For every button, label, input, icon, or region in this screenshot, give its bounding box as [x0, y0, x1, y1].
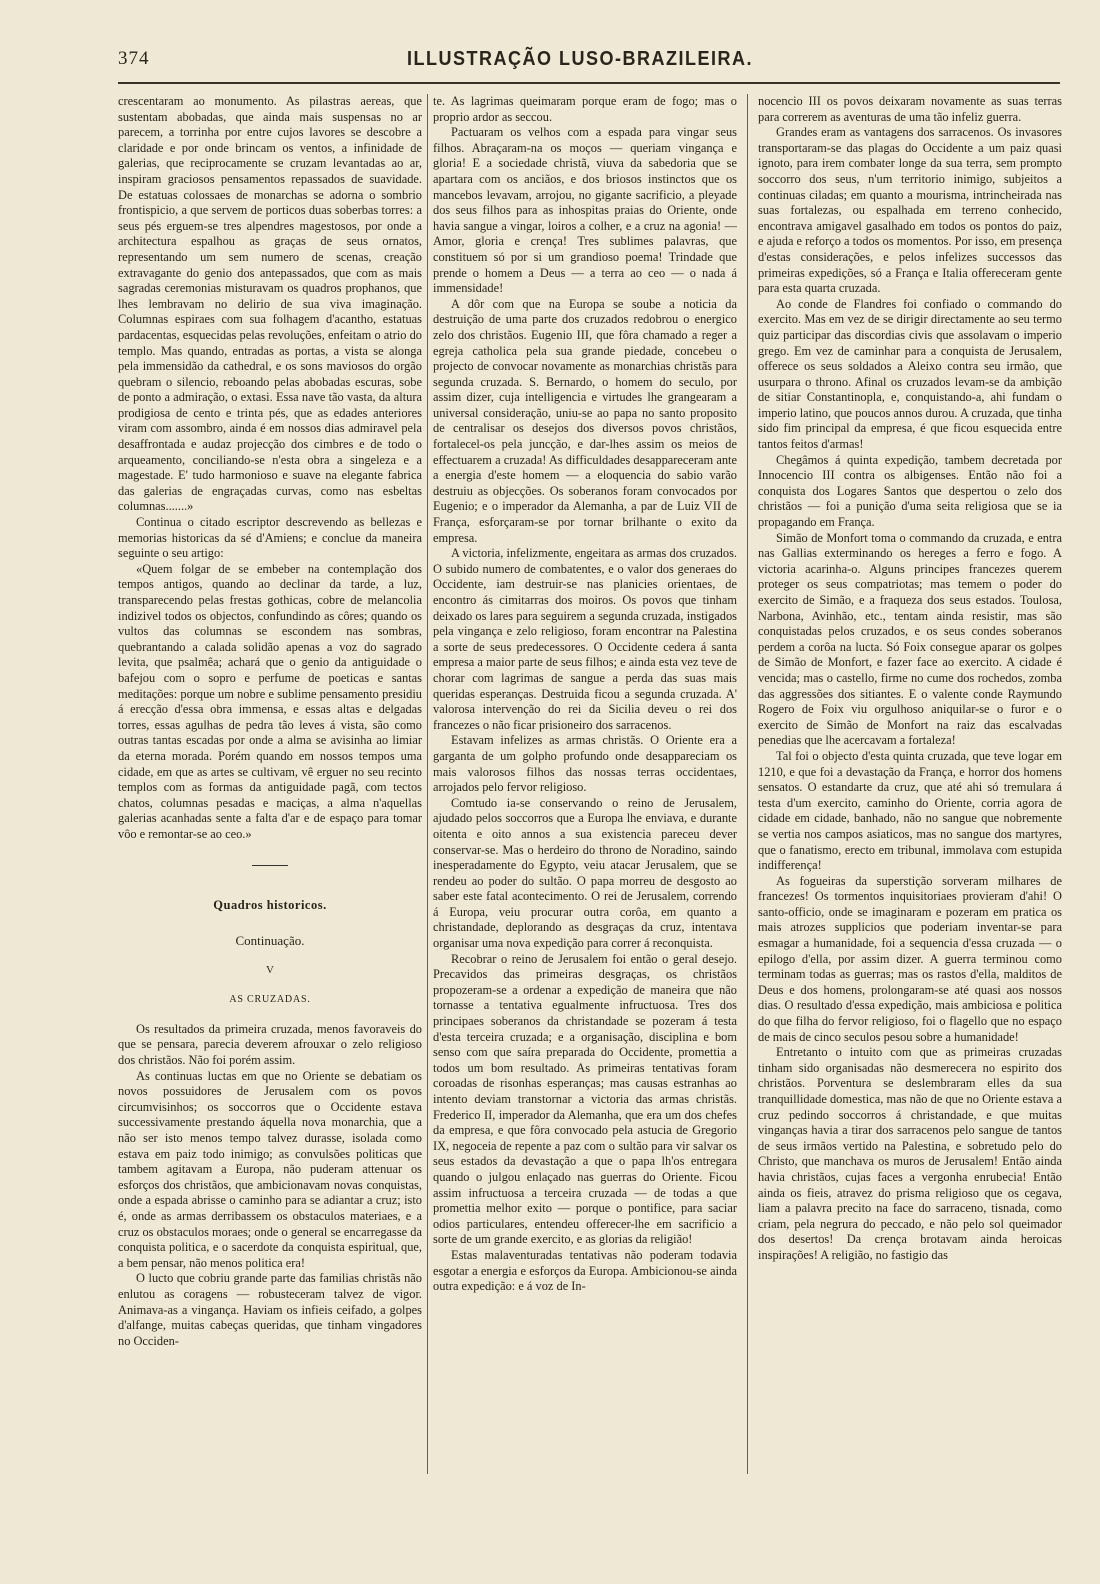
running-title: ILLUSTRAÇÃO LUSO-BRAZILEIRA. [407, 46, 753, 70]
section-number: V [266, 963, 274, 976]
paragraph: «Quem folgar de se embeber na contemplação dos tempos antigos, quando ao declinar da tarde, a luz, transparecendo pelas frestas gothicas, cobre de melancolia indizivel todos os objectos, confundindo as côres; quando os vultos das columnas se escondem nas sombras, quebrantando a calada solidão apenas a voz do sagrado levita, que psalmêa; achará que o genio da antiguidade o bafejou com o sopro e perfume de poeticas e santas meditações: porque um nobre e sublime pensamento presidiu á erecção d'essa obra immensa, e essas altas e delgadas torres, essas agulhas de pedra tão leves á vista, são como outras tantas escadas por onde a alma se avisinha ao limiar da eterna morada. Porém quando em nossos tempos uma cidade, em que as artes se cultivam, vê erguer no seu recinto templos com as formas da antiguidade pagã, com tectos chatos, columnas pesadas e maciças, a alma n'aquellas galerias acanhadas sente a falta d'ar e de espaço para tomar vôo e remontar-se ao ceo.» [118, 561, 422, 841]
paragraph: Tal foi o objecto d'esta quinta cruzada, que teve logar em 1210, e que foi a devastação da França, e horror dos homens sensatos. O estandarte da cruz, que até ahi só tremulara á testa d'um exercito, caminho do Oriente, corria agora de cidade em cidade, banhado, não no sangue que nobremente se vertia nos campos asiaticos, mas no sangue dos martyres, que o fanatismo, erecto em tribunal, immolava com estupida indifferença! [758, 748, 1062, 873]
paragraph: Chegâmos á quinta expedição, tambem decretada por Innocencio III contra os albigenses. Então não foi a conquista dos Logares Santos que despertou o zelo dos christãos — foi a punição d'uma seita religiosa que se ia propagando em França. [758, 452, 1062, 530]
text-column-left [118, 94, 422, 1494]
page-number: 374 [118, 48, 150, 69]
header-rule [118, 82, 1060, 84]
paragraph: Simão de Monfort toma o commando da cruzada, e entra nas Gallias exterminando os hereges a ferro e fogo. A victoria acarinha-o. Alguns principes francezes querem proteger os seus compatriotas; mas temem o poder do exercito de Simão, e a fraqueza dos seus estados. Toulosa, Narbona, Avinhão, etc., tentam ainda resistir, mas são conquistadas pelos cruzados, e os seus condes soberanos perdem a corôa na lucta. Só Foix consegue aparar os golpes de Simão de Monfort, e fazer face ao exercito. A cidade é vencida; mas o castello, firme no cume dos rochedos, zomba das aggressões dos sitiantes. E o valente conde Raymundo Rogero de Foix viu orgulhoso aniquilar-se o furor e o exercito de Simão de Monfort na raiz das escalvadas penedias que lhe acercavam a fortaleza! [758, 530, 1062, 748]
paragraph: Pactuaram os velhos com a espada para vingar seus filhos. Abraçaram-na os moços — queriam vingança e gloria! E a sociedade christã, viuva da sabedoria que se apartara com os anciãos, e dos briosos instinctos que os mancebos levavam, arrojou, no gigante sacrificio, a pleyade dos seus filhos para as inhospitas praias do Oriente, onde havia sangue a vingar, loiros a colher, e a cruz na agonia! — Amor, gloria e crença! Tres sublimes palavras, que constituem só por si um grandioso poema! Trindade que prende o homem a Deus — a terra ao ceo — o nada á immensidade! [433, 125, 737, 296]
section-separator [252, 865, 288, 866]
text-column-middle [433, 94, 737, 1494]
paragraph: crescentaram ao monumento. As pilastras aereas, que sustentam abobadas, que ainda mais suspensas no ar parecem, a torrinha por entre cujos lavores se descobre a claridade e por onde brincam os ventos, a infinidade de galerias, que reciprocamente se cruzam levantadas ao ar, inspiram graciosos pensamentos repassados de suavidade. De estatuas colossaes de monarchas se adorna o sombrio frontispicio, a que servem de porticos duas soberbas torres: a seus pés erguem-se tres alpendres magestosos, por onde a architectura espalhou as graças de seus ornatos, representando um sem numero de scenas, creação extravagante do genio dos antepassados, que com as mais sagradas ceremonias misturavam os quadros prophanos, que lhes lembravam no delirio de sua viva imaginação. Columnas espiraes com sua folhagem d'acantho, estatuas pardacentas, esquecidas pelas revoluções, enfeitam o atrio do templo. Mas quando, entradas as portas, a vista se alonga pela immensidão da cathedral, e os sons maviosos do orgão quebram o silencio, reboando pelas abobadas escuras, sobe de ponto a admiração, o extasi. Essa nave tão vasta, da altura prodigiosa de cento e trinta pés, que as edades anteriores viram com assombro, ainda é em nossos dias admiravel pela desaffrontada e audaz projecção dos cimbres e de todo o arqueamento, conciliando-se n'esta obra a singeleza e a magestade. E' tudo harmonioso e suave na elegante fabrica das galerias de engraçadas curvas, como nas esbeltas columnas.......» [118, 94, 422, 514]
paragraph: As continuas luctas em que no Oriente se debatiam os novos possuidores de Jerusalem com os povos circumvisinhos; os soccorros que o Occidente estava successivamente prestando áquella nova monarchia, que a não ser isto menos tempo talvez durasse, isolada como estava em paiz todo inimigo; as convulsões politicas que tambem agitavam a Europa, não puderam attenuar os esforços dos christãos, que ambicionavam novas conquistas, onde a espada abrisse o caminho para se adiantar a cruz; isto é, onde as armas derribassem os obstaculos materiaes, e a cruz os obstaculos moraes; onde o general se encarregasse da conquista politica, e o sacerdote da conquista espiritual, que, a bem pensar, não menos politica era! [118, 1068, 422, 1270]
column-divider [747, 94, 748, 1474]
paragraph: Estavam infelizes as armas christãs. O Oriente era a garganta de um golpho profundo onde desappareciam os mais valorosos filhos das nossas terras occidentaes, arrojados pelo fervor religioso. [433, 733, 737, 795]
page-header [100, 48, 1060, 72]
section-title: Quadros historicos. [213, 897, 327, 912]
paragraph: A dôr com que na Europa se soube a noticia da destruição de uma parte dos cruzados redobrou o energico zelo dos christãos. Eugenio III, que fôra chamado a reger a egreja catholica pela sua grande piedade, concebeu o projecto de convocar novamente as monarchias christãs para segunda cruzada. S. Bernardo, o homem do seculo, por assim dizer, cuja intelligencia e virtudes lhe grangearam a universal consideração, uniu-se ao papa no santo proposito de centralisar os desejos dos diversos povos christãos, fortalecel-os pela juncção, e dar-lhes assim os meios de effectuarem a cruzada! As difficuldades desappareceram ante a energia d'este homem — a eloquencia do sabio varão destruiu as objecções. Os soberanos foram convocados por Eugenio; e o imperador da Alemanha, a par de Luiz VII de França, esforçaram-se por tornar brilhante o exito da empresa. [433, 296, 737, 545]
paragraph: A victoria, infelizmente, engeitara as armas dos cruzados. O subido numero de combatentes, e o valor dos generaes do Occidente, iam destruir-se nas planicies orientaes, de encontro ás cimitarras dos moiros. Os povos que tinham deixado os lares para seguirem a segunda cruzada, instigados pela vingança e zelo religioso, foram encontrar na Palestina a sorte de seus predecessores. O Occidente cedera á santa empresa a maior parte de seus filhos; e ainda esta vez teve de chorar com lagrimas de sangue a perda das suas mais queridas esperanças. Destruida ficou a segunda cruzada. A' valorosa intervenção do rei da Sicilia deveu o rei dos francezes o não ficar prisioneiro dos sarracenos. [433, 546, 737, 732]
paragraph: Comtudo ia-se conservando o reino de Jerusalem, ajudado pelos soccorros que a Europa lhe enviava, e durante oitenta e oito annos a sua existencia pareceu dever conservar-se. Mas o herdeiro do throno de Noradino, saindo inesperadamente do Egypto, veiu atacar Jerusalem, que se rendeu ao poder do sultão. O papa morreu de desgosto ao saber este fatal acontecimento. O rei de Jerusalem, correndo á Europa, veiu procurar outra corôa, em quanto a christandade, deplorando as desgraças da cruz, intentava organisar uma nova expedição para correr á reconquista. [433, 795, 737, 951]
paragraph: Os resultados da primeira cruzada, menos favoraveis do que se pensara, parecia deverem afrouxar o zelo religioso dos christãos. Não foi porém assim. [118, 1021, 422, 1068]
column-divider [427, 94, 428, 1474]
paragraph: Entretanto o intuito com que as primeiras cruzadas tinham sido organisadas não desmerecera no espirito dos christãos. Porventura se deslembraram elles da sua tranquillidade domestica, mas não de que no Oriente estava a cruz pedindo soccorros á christandade, e que muitas vinganças havia a tirar dos sarracenos pelo sangue de tantos de seus irmãos vertido na Palestina, e sobretudo pelo do Christo, que manchava os muros de Jerusalem! Então ainda havia christãos, cujas faces a vergonha enrubecia! Então ainda os fieis, atravez do prisma religioso que os cegava, liam a palavra precito na face do sarraceno, tisnada, como criam, pela negrura do peccado, e não pelo sol queimador dos desertos! Da crença brotavam ainda heroicas inspirações! A religião, no fastigio das [758, 1045, 1062, 1262]
paragraph: O lucto que cobriu grande parte das familias christãs não enlutou as coragens — robusteceram talvez de vigor. Animava-as a vingança. Haviam os infieis ceifado, a golpes d'alfange, muitas cabeças queridas, que tinham vingadores no Occiden- [118, 1271, 422, 1348]
paragraph: As fogueiras da superstição sorveram milhares de francezes! Os tormentos inquisitoriaes provieram d'ahi! O santo-officio, onde se imaginaram e pozeram em pratica os mais atrozes supplicios que poderiam inventar-se para esmagar a humanidade, foi a sequencia d'essa cruzada — o epilogo d'ella, por assim dizer. A guerra terminou como terminam todas as guerras; mas os rastos d'ella, malditos de Deus e dos homens, prolongaram-se até quasi aos nossos dias. O resultado d'essa expedição, mais ambiciosa e politica do que filha do fervor religioso, foi o flagello que no espaço de mais de cinco seculos pesou sobre a humanidade! [758, 873, 1062, 1044]
paragraph: Grandes eram as vantagens dos sarracenos. Os invasores transportaram-se das plagas do Occidente a um paiz quasi ignoto, para irem combater longe da sua terra, sem prompto soccorro dos seus, n'um territorio inimigo, subjeitos a continuas ciladas; em quanto a mourisma, intrincheirada nas suas fortalezas, ou espalhada em terreno conhecido, encontrava amigavel gasalhado em todos os pontos do paiz, e ajuda e reforço a todos os momentos. Por isso, em presença d'estas considerações, e pelos infelizes successos das primeiras expedições, só a França e Italia offereceram gente para esta quarta cruzada. [758, 125, 1062, 296]
paragraph: Continua o citado escriptor descrevendo as bellezas e memorias historicas da sé d'Amiens; e conclue da maneira seguinte o seu artigo: [118, 515, 422, 561]
paragraph: Recobrar o reino de Jerusalem foi então o geral desejo. Precavidos das primeiras desgraças, os christãos propozeram-se a ordenar a expedição de maneira que não tornasse a tentativa egualmente infructuosa. Tres dos principaes soberanos da christandade se pozeram á testa d'esta terceira cruzada; e a organisação, disciplina e bom senso com que saíra preparada do Occidente, promettia a todos um bom resultado. As primeiras tentativas foram coroadas de risonhas esperanças; mas causas estranhas ao intento deviam transtornar a victoria das armas christãs. Frederico II, imperador da Alemanha, que era um dos chefes da empresa, e que fôra convocado pela astucia de Gregorio IX, negoceia de repente a paz com o sultão para vir salvar os seus estados da devastação a que o papa lh'os entregara quando o julgou enlaçado nas guerras do Oriente. Ficou assim infructuosa a terceira cruzada — de todas a que promettia melhor exito — porque o pontifice, para saciar odios particulares, entendeu offerecer-lhe em sacrificio a sorte de um grande exercito, e as glorias da religião! [433, 951, 737, 1247]
paragraph: Estas malaventuradas tentativas não poderam todavia esgotar a energia e esforços da Europa. Ambicionou-se ainda outra expedição: e á voz de In- [433, 1247, 737, 1294]
text-column-right [758, 94, 1062, 1494]
section-subtitle: Continuação. [235, 933, 305, 949]
paragraph: Ao conde de Flandres foi confiado o commando do exercito. Mas em vez de se dirigir directamente ao seu termo quiz participar das discordias civis que assolavam o imperio grego. Em vez de caminhar para a conquista de Jerusalem, offerece os seus soldados a Aleixo contra seu irmão, que usurpara o throno. Afinal os cruzados levam-se da ambição de sitiar Constantinopla, e, conquistando-a, ahi fundam o imperio latino, que poucos annos durou. A cruzada, que tinha sido fim principal da empresa, é que ficou esquecida entre tantos feitos d'armas! [758, 296, 1062, 452]
paragraph: te. As lagrimas queimaram porque eram de fogo; mas o proprio ardor as seccou. [433, 94, 737, 124]
section-heading: AS CRUZADAS. [229, 994, 311, 1006]
paragraph: nocencio III os povos deixaram novamente as suas terras para correrem as aventuras de uma tão infeliz guerra. [758, 94, 1062, 124]
